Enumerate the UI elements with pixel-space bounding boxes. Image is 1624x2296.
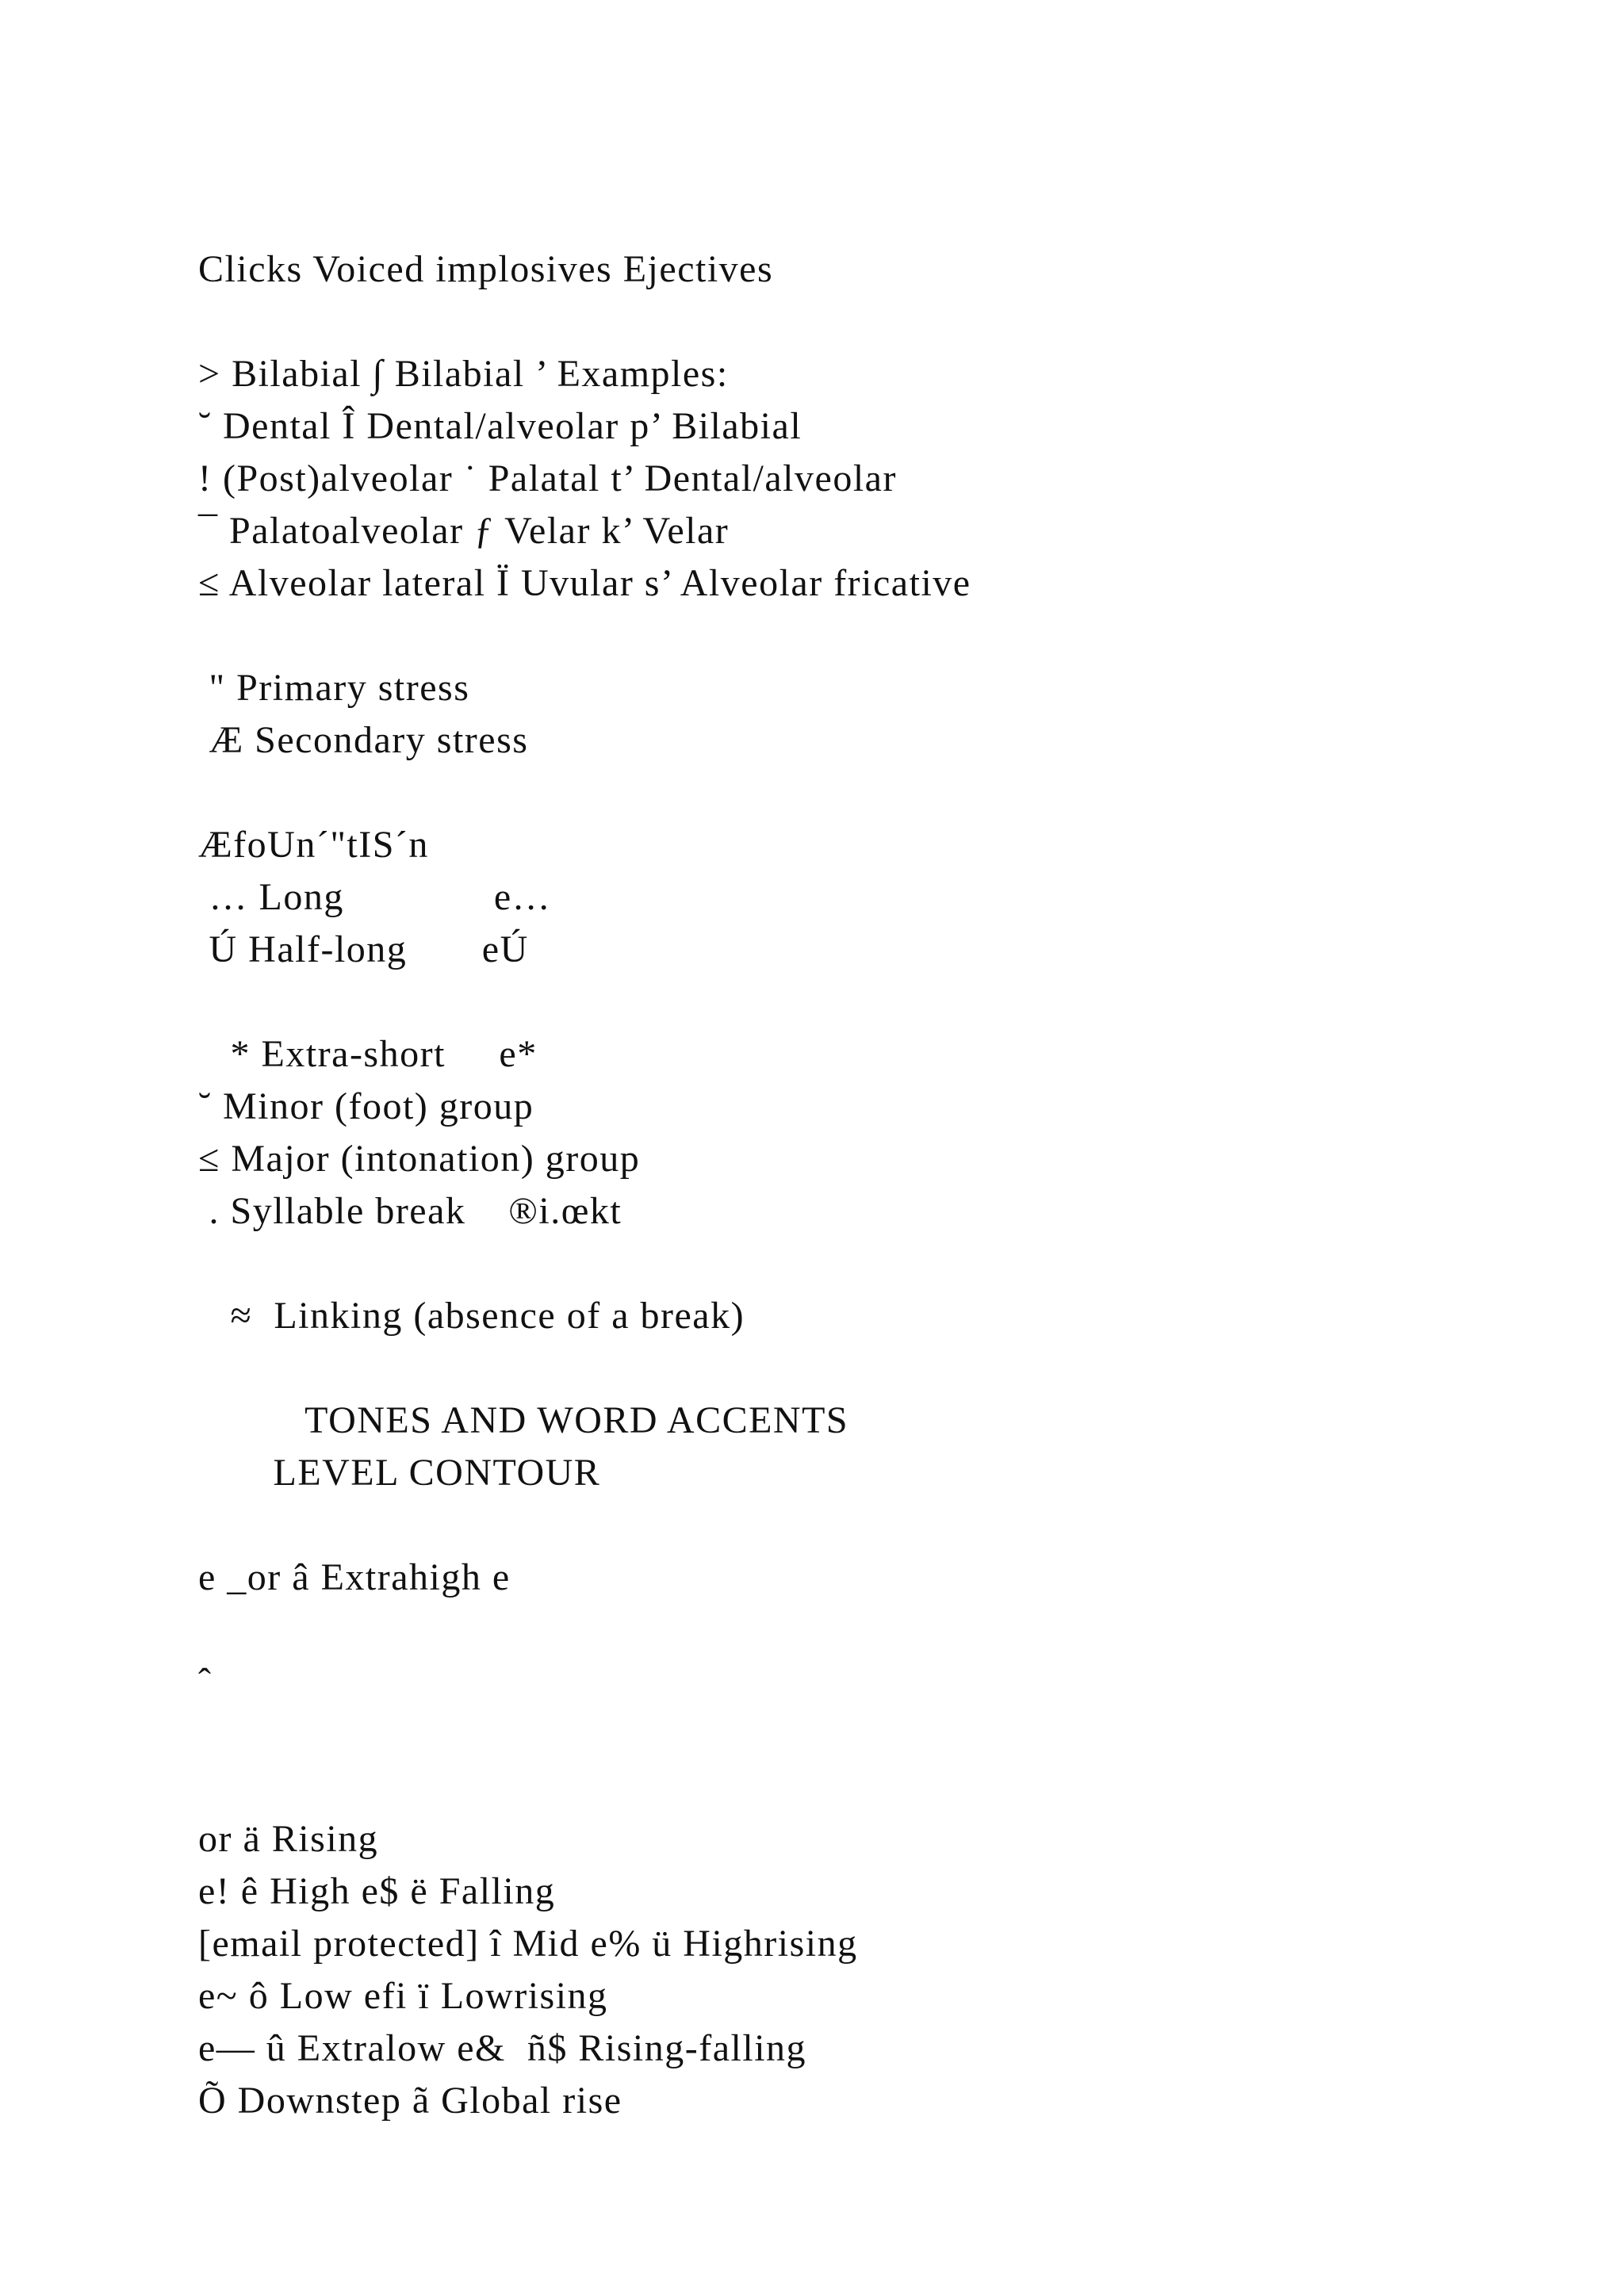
text-line-3: ˘ Dental Î Dental/alveolar p’ Bilabial bbox=[198, 405, 802, 447]
text-line-14: ≤ Major (intonation) group bbox=[198, 1138, 641, 1180]
text-line-22: e! ê High e$ ë Falling bbox=[198, 1870, 556, 1912]
text-line-7: " Primary stress bbox=[198, 667, 470, 709]
column-heading: LEVEL CONTOUR bbox=[198, 1452, 601, 1494]
text-line-1: Clicks Voiced implosives Ejectives bbox=[198, 248, 774, 290]
text-line-11: Ú Half-long eÚ bbox=[198, 928, 529, 970]
text-line-16: ≈ Linking (absence of a break) bbox=[198, 1295, 745, 1337]
text-line-5: ¯ Palatoalveolar ƒ Velar k’ Velar bbox=[198, 510, 730, 552]
text-line-24: e~ ô Low efi ï Lowrising bbox=[198, 1975, 608, 2017]
text-line-2: > Bilabial ∫ Bilabial ’ Examples: bbox=[198, 353, 729, 395]
text-line-20: ˆ bbox=[198, 1661, 213, 1703]
text-line-15: . Syllable break ®i.œkt bbox=[198, 1190, 622, 1232]
section-heading: TONES AND WORD ACCENTS bbox=[198, 1399, 849, 1441]
text-line-21: or ä Rising bbox=[198, 1818, 379, 1860]
text-line-12: * Extra-short e* bbox=[198, 1033, 538, 1075]
text-line-26: Õ Downstep ã Global rise bbox=[198, 2080, 622, 2122]
text-line-6: ≤ Alveolar lateral Ï Uvular s’ Alveolar fricative bbox=[198, 562, 971, 604]
text-line-4: ! (Post)alveolar ˙ Palatal t’ Dental/alveolar bbox=[198, 457, 897, 499]
text-line-19: e _or â Extrahigh e bbox=[198, 1556, 511, 1598]
text-line-25: e— û Extralow e& ñ$ Rising-falling bbox=[198, 2027, 807, 2069]
text-line-13: ˘ Minor (foot) group bbox=[198, 1085, 534, 1127]
text-line-10: … Long e… bbox=[198, 876, 552, 918]
text-line-9: ÆfoUn´"tIS´n bbox=[198, 824, 429, 866]
text-line-8: Æ Secondary stress bbox=[198, 719, 529, 761]
text-line-23: [email protected] î Mid e% ü Highrising bbox=[198, 1923, 858, 1965]
